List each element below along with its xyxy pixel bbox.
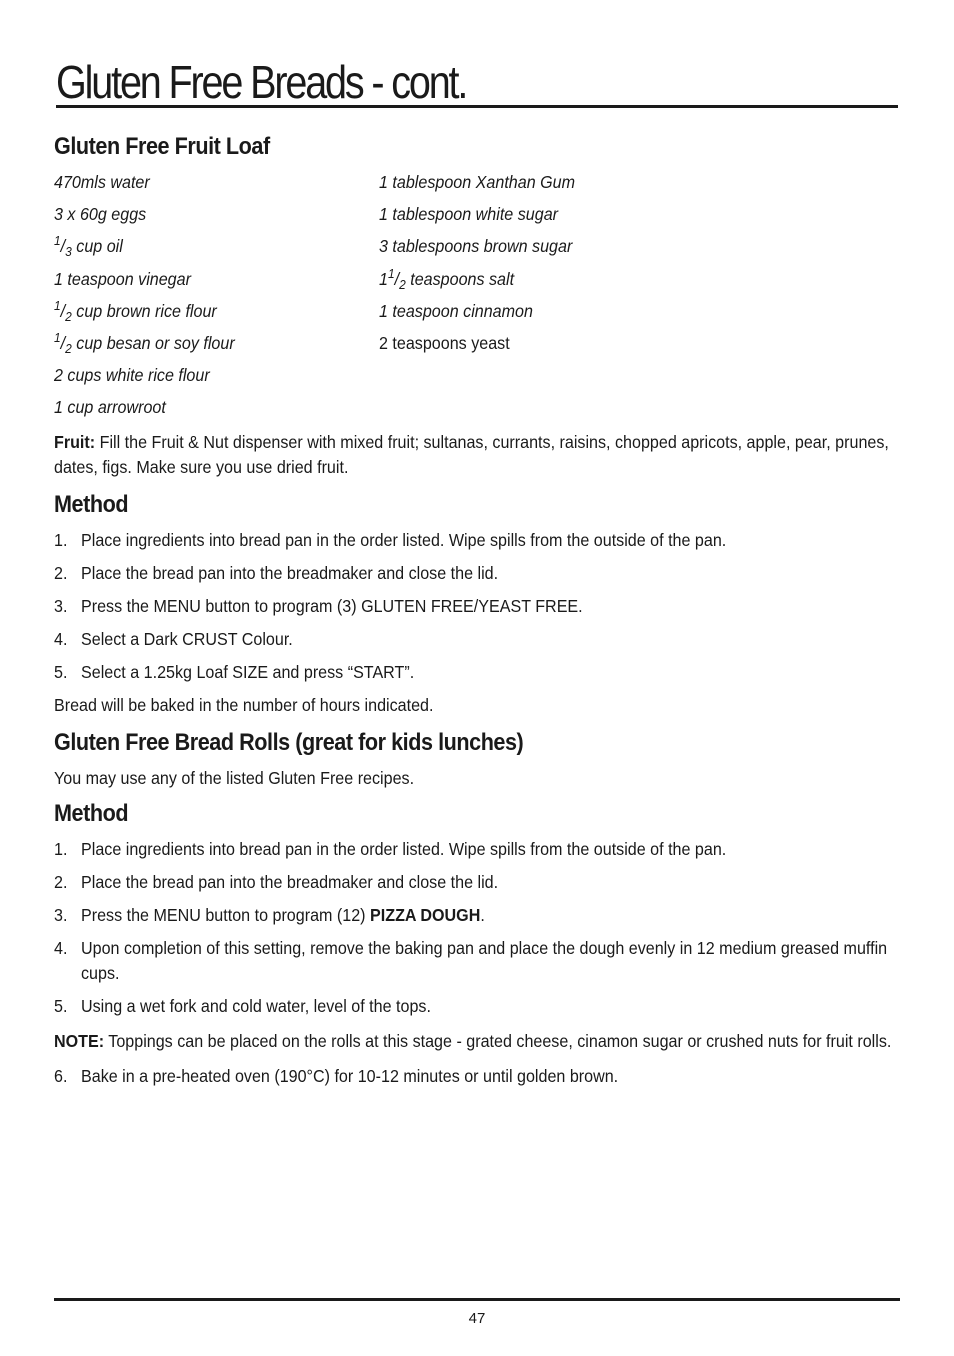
method-step: 5. Select a 1.25kg Loaf SIZE and press “START”. [54,661,415,682]
page-title: Gluten Free Breads - cont. [56,56,467,108]
method-step: 1. Place ingredients into bread pan in the order listed. Wipe spills from the outside of the pan. [54,529,727,550]
method-step: 5. Using a wet fork and cold water, level of the tops. [54,995,431,1016]
fruit-loaf-heading: Gluten Free Fruit Loaf [54,133,270,160]
note-label: NOTE: [54,1030,105,1051]
ingredient-item: 1 teaspoon vinegar [54,268,191,289]
fruit-note [54,430,900,480]
baking-note: Bread will be baked in the number of hours indicated. [54,694,434,715]
method-heading: Method [54,799,129,827]
ingredients-left-column [54,166,379,424]
method-step: 4. Upon completion of this setting, remove the baking pan and place the dough evenly in 12 medium greased muffin cups. [54,937,888,983]
fruit-note-label: Fruit: [54,431,96,452]
ingredient-item: $^1/_2$ cup brown rice flour [54,297,217,324]
title-rule [56,105,898,108]
page-number: 47 [468,1310,486,1327]
ingredient-item: 1 tablespoon Xanthan Gum [379,172,576,192]
method-step: 3. Press the MENU button to program (3) GLUTEN FREE/YEAST FREE. [54,595,583,616]
method-step: 6. Bake in a pre-heated oven (190°C) for 10-12 minutes or until golden brown. [54,1065,619,1086]
bread-rolls-intro: You may use any of the listed Gluten Free recipes. [54,767,415,788]
ingredients-right-column [379,166,779,424]
rolls-note [54,1029,900,1054]
fruit-loaf-method-steps [54,524,900,689]
ingredient-item: 3 tablespoons brown sugar [379,236,573,257]
ingredients-table [54,166,900,424]
method-step: 2. Place the bread pan into the breadmaker and close the lid. [54,871,499,892]
note-text: Toppings can be placed on the rolls at this stage - grated cheese, cinamon sugar or crushed nuts for fruit rolls. [104,1030,892,1051]
ingredient-item: 470mls water [54,172,150,192]
content [54,128,900,1093]
method-step: 1. Place ingredients into bread pan in the order listed. Wipe spills from the outside of the pan. [54,838,727,859]
ingredient-item: 1 cup arrowroot [54,397,166,418]
method-step: 4. Select a Dark CRUST Colour. [54,628,293,649]
ingredient-item: 1 teaspoon cinnamon [379,300,533,321]
bread-rolls-final-step [54,1060,900,1093]
ingredient-item: 3 x 60g eggs [54,204,147,225]
fruit-note-text: Fill the Fruit & Nut dispenser with mixed fruit; sultanas, currants, raisins, chopped apricots, apple, pear, prunes, dates, figs. Make sure you use dried fruit. [54,431,889,477]
bread-rolls-method-steps [54,833,900,1023]
pizza-dough-label: PIZZA DOUGH [370,904,481,925]
method-step: 2. Place the bread pan into the breadmaker and close the lid. [54,562,499,583]
ingredient-item: $1^1/_2$ teaspoons salt [379,265,515,292]
footer-rule [54,1298,900,1301]
bread-rolls-heading: Gluten Free Bread Rolls (great for kids lunches) [54,728,524,756]
method-step: 3. Press the MENU button to program (12) PIZZA DOUGH. [54,904,485,925]
ingredient-item: $^1/_3$ cup oil [54,233,123,260]
method-heading: Method [54,490,129,518]
ingredient-item: $^1/_2$ cup besan or soy flour [54,329,235,356]
ingredient-item: 2 cups white rice flour [54,365,210,386]
ingredient-item: 1 tablespoon white sugar [379,204,559,225]
ingredient-item: 2 teaspoons yeast [379,332,510,353]
